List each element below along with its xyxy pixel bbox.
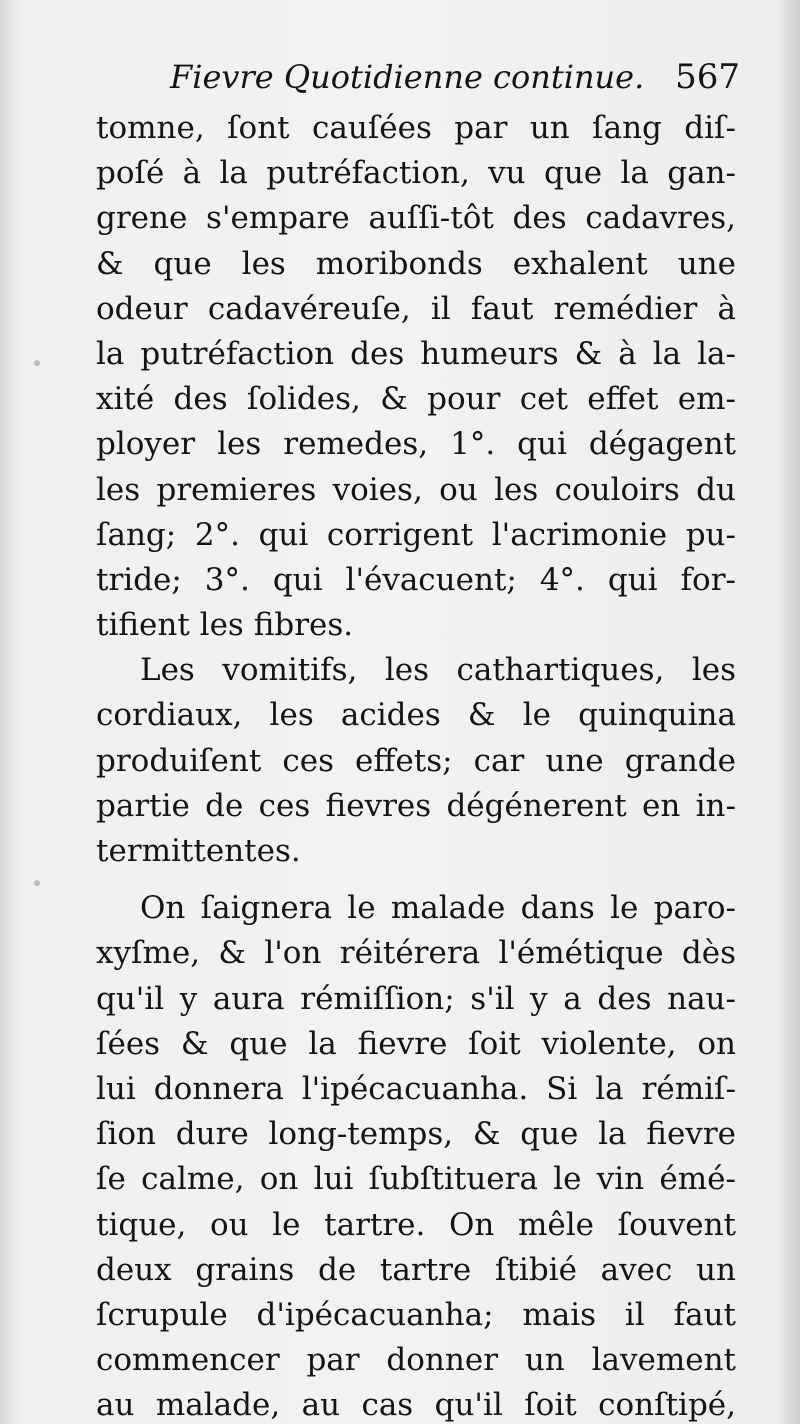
page-header (170, 52, 740, 102)
text-line: cordiaux, les acides & le quinquina (96, 697, 736, 734)
text-line: tride; 3°. qui l'évacuent; 4°. qui for- (96, 561, 736, 598)
page-number: 567 (675, 57, 740, 97)
text-line: xyſme, & l'on réitérera l'émétique dès (96, 935, 736, 972)
text-line: xité des ſolides, & pour cet effet em- (96, 381, 736, 418)
margin-speck (34, 360, 40, 366)
text-line: produiſent ces effets; car une grande (96, 742, 736, 779)
text-line: odeur cadavéreuſe, il faut remédier à (96, 290, 736, 327)
text-line: ſcrupule d'ipécacuanha; mais il faut (96, 1296, 736, 1333)
paragraph-3 (96, 886, 736, 1424)
text-line: termittentes. (96, 833, 301, 869)
text-line: tifient les fibres. (96, 607, 354, 644)
text-line: grene s'empare auſſi-tôt des cadavres, (96, 200, 736, 237)
text-line: tique, ou le tartre. On mêle ſouvent (96, 1206, 736, 1243)
text-line: On ſaignera le malade dans le paro- (140, 890, 736, 927)
text-line: tomne, ſont cauſées par un ſang diſ- (96, 110, 736, 146)
text-line: Les vomitifs, les cathartiques, les (140, 652, 736, 689)
text-line: & que les moribonds exhalent une (96, 245, 736, 282)
text-line: ſion dure long-temps, & que la fievre (96, 1116, 736, 1153)
paragraph-1 (96, 106, 736, 648)
text-line: la putréfaction des humeurs & à la la- (96, 335, 736, 372)
text-line: partie de ces fievres dégénerent en in- (96, 787, 736, 824)
text-line: poſé à la putréfaction, vu que la gan- (96, 155, 736, 192)
text-line: ſées & que la fievre ſoit violente, on (96, 1025, 736, 1062)
running-title: Fievre Quotidienne continue. (170, 58, 645, 96)
text-line: lui donnera l'ipécacuanha. Si la rémiſ- (96, 1070, 736, 1107)
margin-speck (34, 880, 40, 886)
text-line: deux grains de tartre ſtibié avec un (96, 1251, 736, 1288)
text-line: au malade, au cas qu'il ſoit conſtipé, (96, 1387, 736, 1424)
text-line: ſang; 2°. qui corrigent l'acrimonie pu- (96, 516, 736, 553)
text-line: ployer les remedes, 1°. qui dégagent (96, 426, 736, 463)
text-line: les premieres voies, ou les couloirs du (96, 471, 736, 508)
text-line: ſe calme, on lui ſubſtituera le vin émé- (96, 1161, 736, 1198)
paragraph-2 (96, 648, 736, 874)
body-text (96, 106, 736, 1424)
text-line: commencer par donner un lavement (96, 1342, 736, 1379)
text-line: qu'il y aura rémiſſion; s'il y a des nau- (96, 980, 736, 1017)
